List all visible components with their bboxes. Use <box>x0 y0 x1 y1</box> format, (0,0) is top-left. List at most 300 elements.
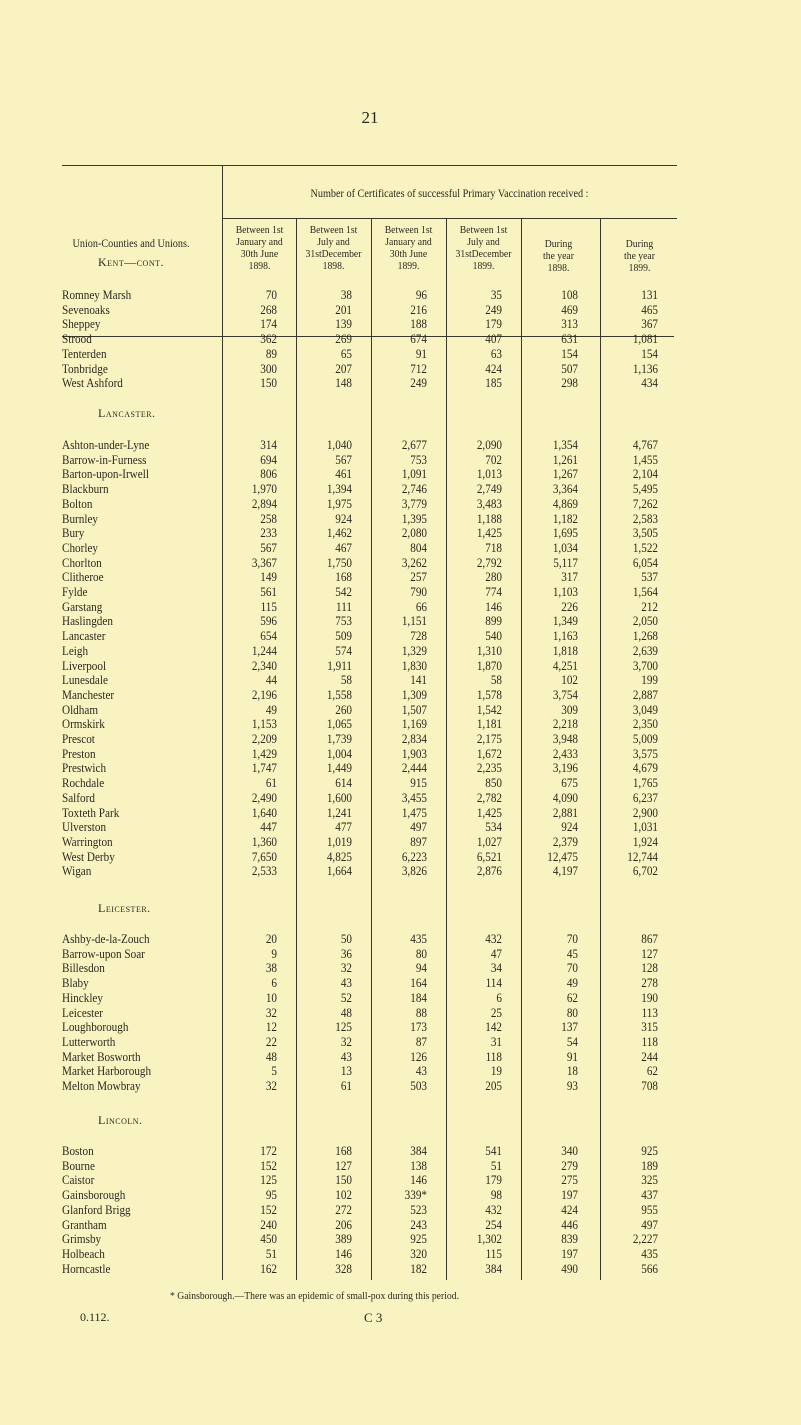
cell-value: 450 <box>260 1231 277 1247</box>
cell-value: 537 <box>641 569 658 585</box>
cell-value: 309 <box>561 701 578 717</box>
cell-value: 1,558 <box>326 686 352 702</box>
cell-value: 240 <box>260 1216 277 1232</box>
cell-value: 806 <box>260 466 277 482</box>
cell-value: 2,227 <box>632 1231 658 1247</box>
cell-value: 654 <box>260 628 277 644</box>
cell-value: 226 <box>561 598 578 614</box>
cell-value: 43 <box>415 1063 427 1079</box>
cell-value: 128 <box>641 960 658 976</box>
cell-value: 897 <box>410 833 427 849</box>
cell-value: 3,367 <box>251 554 277 570</box>
cell-value: 362 <box>260 331 277 347</box>
cell-value: 3,505 <box>632 525 658 541</box>
cell-value: 566 <box>641 1260 658 1276</box>
cell-value: 1,136 <box>632 360 658 376</box>
union-name: Preston <box>62 745 96 761</box>
cell-value: 70 <box>566 960 578 976</box>
cell-value: 146 <box>335 1245 352 1261</box>
leader-dash <box>140 628 210 643</box>
column-header-line: 1898. <box>322 260 345 272</box>
county-heading: Lancaster. <box>98 406 156 420</box>
table-row <box>0 496 700 511</box>
table-row <box>0 931 700 946</box>
cell-value: 2,196 <box>251 686 277 702</box>
cell-value: 1,261 <box>552 451 578 467</box>
cell-value: 2,175 <box>476 731 502 746</box>
cell-value: 43 <box>340 1048 352 1064</box>
cell-value: 2,639 <box>632 642 658 658</box>
cell-value: 18 <box>566 1063 578 1079</box>
cell-value: 12,744 <box>627 848 658 864</box>
cell-value: 1,091 <box>401 466 427 482</box>
union-name: Clitheroe <box>62 569 104 585</box>
table-row <box>0 849 700 864</box>
cell-value: 1,031 <box>632 819 658 835</box>
cell-value: 173 <box>410 1019 427 1035</box>
leader-dash <box>140 1005 210 1020</box>
cell-value: 708 <box>641 1078 658 1093</box>
table-row <box>0 628 700 643</box>
county-heading: Lincoln. <box>98 1113 143 1127</box>
table-row <box>0 1143 700 1158</box>
cell-value: 389 <box>335 1231 352 1247</box>
cell-value: 2,080 <box>401 525 427 541</box>
union-name: Holbeach <box>62 1245 105 1261</box>
cell-value: 111 <box>336 598 352 614</box>
cell-value: 125 <box>335 1019 352 1035</box>
cell-value: 142 <box>485 1019 502 1035</box>
leader-dash <box>140 569 210 584</box>
table-row <box>0 302 700 317</box>
cell-value: 1,830 <box>401 657 427 673</box>
cell-value: 1,040 <box>326 437 352 452</box>
leader-dash <box>140 555 210 570</box>
cell-value: 1,019 <box>326 833 352 849</box>
union-name: Horncastle <box>62 1260 111 1276</box>
table-row <box>0 1187 700 1202</box>
leader-dash <box>140 613 210 628</box>
column-header-line: Between 1st <box>384 224 433 236</box>
column-header <box>376 224 442 272</box>
cell-value: 118 <box>485 1048 502 1064</box>
cell-value: 212 <box>641 598 658 614</box>
union-name: Hinckley <box>62 989 103 1005</box>
table-row <box>0 990 700 1005</box>
cell-value: 1,564 <box>632 584 658 599</box>
cell-value: 434 <box>641 375 658 391</box>
cell-value: 1,425 <box>476 525 502 541</box>
cell-value: 631 <box>561 331 578 347</box>
cell-value: 19 <box>490 1063 502 1079</box>
cell-value: 435 <box>410 931 427 946</box>
cell-value: 10 <box>265 989 277 1005</box>
leader-dash <box>140 834 210 849</box>
cell-value: 1,103 <box>552 584 578 599</box>
cell-value: 254 <box>485 1216 502 1232</box>
union-name: Burnley <box>62 510 99 526</box>
cell-value: 51 <box>490 1157 502 1173</box>
cell-value: 272 <box>335 1201 352 1217</box>
leader-dash <box>140 687 210 702</box>
table-row <box>0 658 700 673</box>
cell-value: 6,702 <box>632 863 658 879</box>
leader-dash <box>140 540 210 555</box>
cell-value: 4,251 <box>552 657 578 673</box>
cell-value: 2,677 <box>401 437 427 452</box>
cell-value: 172 <box>260 1143 277 1158</box>
cell-value: 503 <box>410 1078 427 1093</box>
column-header-line: the year <box>543 250 574 262</box>
cell-value: 867 <box>641 931 658 946</box>
table-row <box>0 1078 700 1093</box>
cell-value: 340 <box>561 1143 578 1158</box>
cell-value: 407 <box>485 331 502 347</box>
cell-value: 915 <box>410 775 427 791</box>
cell-value: 2,792 <box>476 554 502 570</box>
cell-value: 50 <box>340 931 352 946</box>
cell-value: 6,237 <box>632 789 658 805</box>
leader-dash <box>140 760 210 775</box>
cell-value: 561 <box>260 584 277 599</box>
signature-mark: C 3 <box>364 1310 383 1325</box>
leader-dash <box>140 1187 210 1202</box>
union-name: Prescot <box>62 731 95 746</box>
cell-value: 2,235 <box>476 760 502 776</box>
union-name: Glanford Brigg <box>62 1201 131 1217</box>
cell-value: 447 <box>260 819 277 835</box>
cell-value: 249 <box>410 375 427 391</box>
cell-value: 91 <box>415 345 427 361</box>
cell-value: 1,449 <box>326 760 352 776</box>
cell-value: 197 <box>561 1245 578 1261</box>
cell-value: 507 <box>561 360 578 376</box>
cell-value: 1,349 <box>552 613 578 629</box>
cell-value: 115 <box>485 1245 502 1261</box>
leader-dash <box>140 1202 210 1217</box>
table-row <box>0 702 700 717</box>
union-name: Chorlton <box>62 554 102 570</box>
cell-value: 95 <box>265 1187 277 1203</box>
cell-value: 574 <box>335 642 352 658</box>
cell-value: 6,223 <box>401 848 427 864</box>
cell-value: 275 <box>561 1172 578 1188</box>
cell-value: 3,948 <box>552 731 578 746</box>
cell-value: 48 <box>265 1048 277 1064</box>
leader-dash <box>140 466 210 481</box>
cell-value: 184 <box>410 989 427 1005</box>
cell-value: 138 <box>410 1157 427 1173</box>
column-header-line: 1898. <box>248 260 271 272</box>
cell-value: 675 <box>561 775 578 791</box>
cell-value: 150 <box>260 375 277 391</box>
leader-dash <box>140 496 210 511</box>
cell-value: 790 <box>410 584 427 599</box>
cell-value: 2,887 <box>632 686 658 702</box>
cell-value: 174 <box>260 316 277 332</box>
cell-value: 2,583 <box>632 510 658 526</box>
leader-dash <box>140 990 210 1005</box>
cell-value: 2,900 <box>632 804 658 820</box>
cell-value: 2,894 <box>251 495 277 511</box>
cell-value: 4,825 <box>326 848 352 864</box>
cell-value: 712 <box>410 360 427 376</box>
column-header-line: During <box>625 238 654 250</box>
cell-value: 298 <box>561 375 578 391</box>
union-name: Manchester <box>62 686 115 702</box>
cell-value: 114 <box>485 975 502 991</box>
cell-value: 1,182 <box>552 510 578 526</box>
cell-value: 260 <box>335 701 352 717</box>
cell-value: 168 <box>335 1143 352 1158</box>
union-name: Lunesdale <box>62 672 108 688</box>
cell-value: 80 <box>415 945 427 961</box>
cell-value: 774 <box>485 584 502 599</box>
cell-value: 269 <box>335 331 352 347</box>
union-name: Tenterden <box>62 345 107 361</box>
cell-value: 1,640 <box>251 804 277 820</box>
cell-value: 7,650 <box>251 848 277 864</box>
cell-value: 162 <box>260 1260 277 1276</box>
cell-value: 113 <box>641 1004 658 1020</box>
cell-value: 32 <box>265 1078 277 1093</box>
leader-dash <box>140 361 210 376</box>
cell-value: 63 <box>490 345 502 361</box>
leader-dash <box>140 437 210 452</box>
cell-value: 1,181 <box>476 716 502 732</box>
page-number: 21 <box>361 108 379 127</box>
leader-dash <box>140 643 210 658</box>
cell-value: 5 <box>271 1063 277 1079</box>
cell-value: 1,750 <box>326 554 352 570</box>
cell-value: 96 <box>415 287 427 302</box>
cell-value: 1,027 <box>476 833 502 849</box>
cell-value: 189 <box>641 1157 658 1173</box>
cell-value: 925 <box>410 1231 427 1247</box>
cell-value: 317 <box>561 569 578 585</box>
union-name: Strood <box>62 331 92 347</box>
cell-value: 257 <box>410 569 427 585</box>
union-name: Leicester <box>62 1004 103 1020</box>
table-row <box>0 466 700 481</box>
cell-value: 131 <box>641 287 658 302</box>
cell-value: 70 <box>566 931 578 946</box>
cell-value: 44 <box>265 672 277 688</box>
cell-value: 1,542 <box>476 701 502 717</box>
cell-value: 2,834 <box>401 731 427 746</box>
union-name: Barton-upon-Irwell <box>62 466 149 482</box>
leader-dash <box>140 1019 210 1034</box>
cell-value: 567 <box>335 451 352 467</box>
table-row <box>0 834 700 849</box>
cell-value: 435 <box>641 1245 658 1261</box>
cell-value: 12,475 <box>547 848 578 864</box>
cell-value: 5,117 <box>553 554 578 570</box>
cell-value: 5,009 <box>632 731 658 746</box>
table-row <box>0 643 700 658</box>
cell-value: 188 <box>410 316 427 332</box>
cell-value: 1,354 <box>552 437 578 452</box>
cell-value: 924 <box>335 510 352 526</box>
cell-value: 3,364 <box>552 481 578 497</box>
county-heading: Kent—cont. <box>98 255 164 269</box>
leader-dash <box>140 931 210 946</box>
cell-value: 4,197 <box>552 863 578 879</box>
union-name: Caistor <box>62 1172 95 1188</box>
cell-value: 149 <box>260 569 277 585</box>
cell-value: 127 <box>335 1157 352 1173</box>
union-name: Salford <box>62 789 95 805</box>
cell-value: 424 <box>485 360 502 376</box>
cell-value: 233 <box>260 525 277 541</box>
leader-dash <box>140 716 210 731</box>
column-header-line: Between 1st <box>235 224 284 236</box>
column-header-line: July and <box>317 236 350 248</box>
cell-value: 702 <box>485 451 502 467</box>
cell-value: 1,244 <box>251 642 277 658</box>
table-row <box>0 1158 700 1173</box>
leader-dash <box>140 863 210 878</box>
cell-value: 58 <box>340 672 352 688</box>
cell-value: 3,455 <box>401 789 427 805</box>
sheet-mark: 0.112. <box>80 1310 110 1324</box>
cell-value: 339* <box>404 1187 427 1203</box>
footnote: * Gainsborough.—There was an epidemic of small-pox during this period. <box>170 1290 459 1302</box>
cell-value: 146 <box>485 598 502 614</box>
table-row <box>0 819 700 834</box>
column-header-line: 1899. <box>397 260 420 272</box>
cell-value: 1,425 <box>476 804 502 820</box>
cell-value: 48 <box>340 1004 352 1020</box>
leader-dash <box>140 331 210 346</box>
table-row <box>0 569 700 584</box>
column-header-line: 31stDecember <box>455 248 512 260</box>
cell-value: 5,495 <box>632 481 658 497</box>
union-name: Liverpool <box>62 657 107 673</box>
table-row <box>0 946 700 961</box>
cell-value: 1,870 <box>476 657 502 673</box>
cell-value: 596 <box>260 613 277 629</box>
cell-value: 614 <box>335 775 352 791</box>
union-name: Boston <box>62 1143 94 1158</box>
cell-value: 32 <box>265 1004 277 1020</box>
cell-value: 2,209 <box>251 731 277 746</box>
table-row <box>0 1261 700 1276</box>
cell-value: 258 <box>260 510 277 526</box>
table-row <box>0 1049 700 1064</box>
cell-value: 3,262 <box>401 554 427 570</box>
union-name: Ashby-de-la-Zouch <box>62 931 150 946</box>
leader-dash <box>140 316 210 331</box>
cell-value: 1,672 <box>476 745 502 761</box>
cell-value: 7,262 <box>632 495 658 511</box>
leader-dash <box>140 975 210 990</box>
cell-value: 2,340 <box>251 657 277 673</box>
union-name: Garstang <box>62 598 103 614</box>
union-name: Ormskirk <box>62 716 105 732</box>
cell-value: 3,196 <box>552 760 578 776</box>
union-name: Bourne <box>62 1157 95 1173</box>
leader-dash <box>140 1034 210 1049</box>
cell-value: 34 <box>490 960 502 976</box>
cell-value: 148 <box>335 375 352 391</box>
table-row <box>0 960 700 975</box>
cell-value: 1,004 <box>326 745 352 761</box>
cell-value: 2,090 <box>476 437 502 452</box>
cell-value: 300 <box>260 360 277 376</box>
cell-value: 315 <box>641 1019 658 1035</box>
cell-value: 1,429 <box>251 745 277 761</box>
leader-dash <box>140 1217 210 1232</box>
leader-dash <box>140 1246 210 1261</box>
cell-value: 3,826 <box>401 863 427 879</box>
leader-dash <box>140 511 210 526</box>
cell-value: 432 <box>485 931 502 946</box>
column-header-line: 1899. <box>628 262 651 274</box>
cell-value: 899 <box>485 613 502 629</box>
cell-value: 2,444 <box>401 760 427 776</box>
table-row <box>0 316 700 331</box>
cell-value: 197 <box>561 1187 578 1203</box>
cell-value: 1,309 <box>401 686 427 702</box>
leader-dash <box>140 672 210 687</box>
union-name: Ashton-under-Lyne <box>62 437 150 452</box>
union-name: West Derby <box>62 848 115 864</box>
cell-value: 446 <box>561 1216 578 1232</box>
table-row <box>0 731 700 746</box>
cell-value: 65 <box>340 345 352 361</box>
cell-value: 152 <box>260 1157 277 1173</box>
cell-value: 2,104 <box>632 466 658 482</box>
leader-dash <box>140 287 210 302</box>
table-row <box>0 511 700 526</box>
union-name: Grimsby <box>62 1231 102 1247</box>
cell-value: 31 <box>490 1033 502 1049</box>
cell-value: 1,507 <box>401 701 427 717</box>
leader-dash <box>140 819 210 834</box>
cell-value: 54 <box>566 1033 578 1049</box>
leader-dash <box>140 1261 210 1276</box>
cell-value: 490 <box>561 1260 578 1276</box>
cell-value: 384 <box>410 1143 427 1158</box>
cell-value: 1,455 <box>632 451 658 467</box>
table-row <box>0 1246 700 1261</box>
cell-value: 278 <box>641 975 658 991</box>
cell-value: 839 <box>561 1231 578 1247</box>
cell-value: 1,522 <box>632 539 658 555</box>
cell-value: 674 <box>410 331 427 347</box>
cell-value: 1,081 <box>632 331 658 347</box>
cell-value: 43 <box>340 975 352 991</box>
table-row <box>0 287 700 302</box>
cell-value: 89 <box>265 345 277 361</box>
cell-value: 1,911 <box>327 657 352 673</box>
cell-value: 146 <box>410 1172 427 1188</box>
table-row <box>0 805 700 820</box>
cell-value: 47 <box>490 945 502 961</box>
cell-value: 1,970 <box>251 481 277 497</box>
cell-value: 279 <box>561 1157 578 1173</box>
cell-value: 4,767 <box>632 437 658 452</box>
union-name: Leigh <box>62 642 89 658</box>
table-top-rule <box>62 165 677 166</box>
cell-value: 102 <box>335 1187 352 1203</box>
cell-value: 2,746 <box>401 481 427 497</box>
county-heading: Leicester. <box>98 901 151 915</box>
union-name: Warrington <box>62 833 113 849</box>
leader-dash <box>140 731 210 746</box>
cell-value: 1,329 <box>401 642 427 658</box>
